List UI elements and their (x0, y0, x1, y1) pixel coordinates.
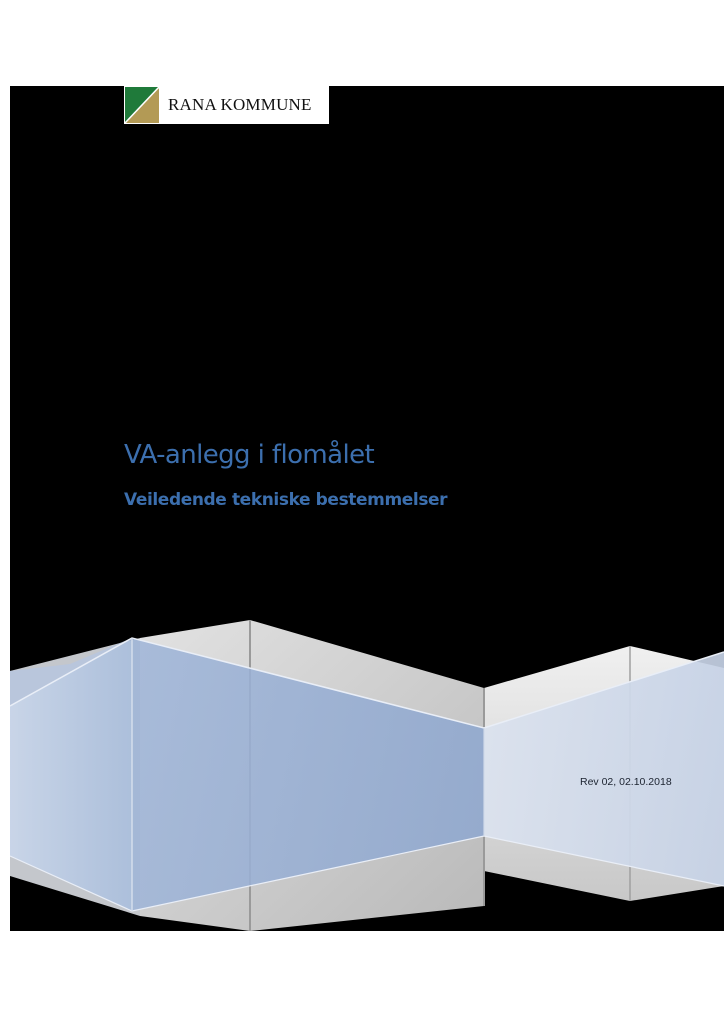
rana-kommune-coat-of-arms-icon (125, 87, 159, 123)
logo (124, 86, 329, 124)
revision-label: Rev 02, 02.10.2018 (580, 776, 672, 788)
document-subtitle: Veiledende tekniske bestemmelser (124, 490, 448, 510)
cover-page (10, 86, 724, 931)
logo-text: RANA KOMMUNE (168, 95, 312, 114)
decorative-panels-graphic (10, 616, 724, 931)
document-title: VA-anlegg i flomålet (124, 440, 375, 470)
